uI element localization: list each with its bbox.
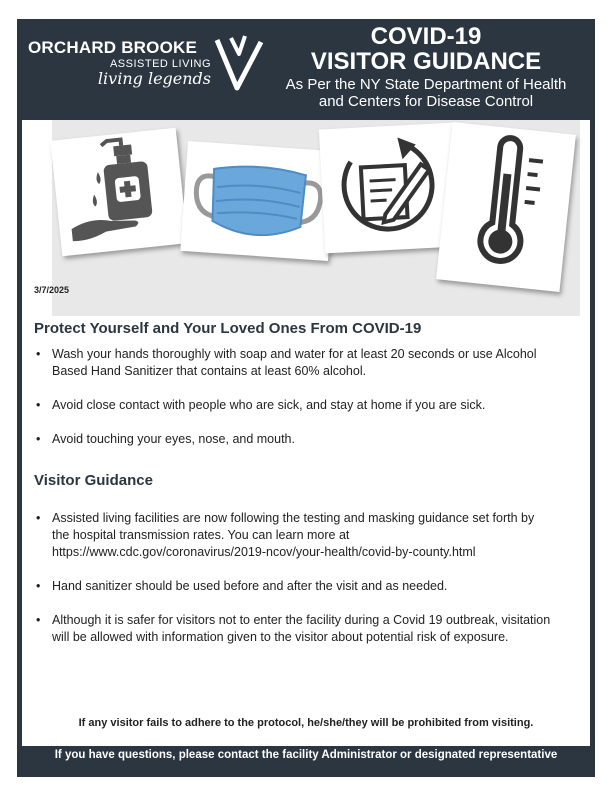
protect-list — [34, 346, 554, 448]
subtitle-line2: and Centers for Disease Control — [318, 93, 534, 110]
section-heading-protect: Protect Yourself and Your Loved Ones From COVID-19 — [34, 320, 422, 337]
list-item: • Assisted living facilities are now following the testing and masking guidance set forth by the hospital transmission rates. You can learn more at https://www.cdc.gov/coronavirus/2019-ncov/your-health/covid-by-county.html — [34, 510, 554, 561]
brand-sub: ASSISTED LIVING — [109, 58, 211, 70]
list-item: • Hand sanitizer should be used before and after the visit and as needed. — [34, 578, 554, 595]
hand-sanitizer-icon — [50, 128, 187, 257]
brand-tagline: living legends — [97, 69, 211, 88]
checklist-card — [319, 123, 459, 254]
illustration-strip — [52, 120, 580, 316]
thermometer-icon — [436, 122, 576, 292]
hand-sanitizer-card — [50, 128, 187, 257]
warning-text: If any visitor fails to adhere to the protocol, he/she/they will be prohibited from visiting. — [78, 717, 534, 729]
brand-logo — [28, 38, 213, 88]
checklist-pencil-icon — [319, 123, 459, 254]
document-date: 3/7/2025 — [34, 285, 70, 295]
list-item: • Although it is safer for visitors not to enter the facility during a Covid 19 outbreak, visitation will be allowed with information given to the visitor about potential risk of exposure. — [34, 612, 554, 646]
title-block — [266, 24, 586, 110]
list-item: • Avoid close contact with people who are sick, and stay at home if you are sick. — [34, 397, 554, 414]
title-line1: COVID-19 — [370, 23, 482, 50]
footer-contact: If you have questions, please contact the facility Administrator or designated representative — [54, 749, 558, 761]
list-item: • Wash your hands thoroughly with soap and water for at least 20 seconds or use Alcohol Based Hand Sanitizer that contains at least 60% alcohol. — [34, 346, 554, 380]
title-line2: VISITOR GUIDANCE — [310, 48, 542, 75]
face-mask-card — [180, 141, 335, 261]
brand-name: ORCHARD BROOKE — [28, 38, 198, 57]
list-item: • Avoid touching your eyes, nose, and mouth. — [34, 431, 554, 448]
thermometer-card — [436, 122, 576, 292]
brand-mark-icon — [213, 32, 265, 94]
section-heading-visitor: Visitor Guidance — [34, 472, 153, 489]
subtitle-line1: As Per the NY State Department of Health — [285, 76, 567, 93]
face-mask-icon — [180, 141, 335, 261]
visitor-list — [34, 510, 554, 646]
